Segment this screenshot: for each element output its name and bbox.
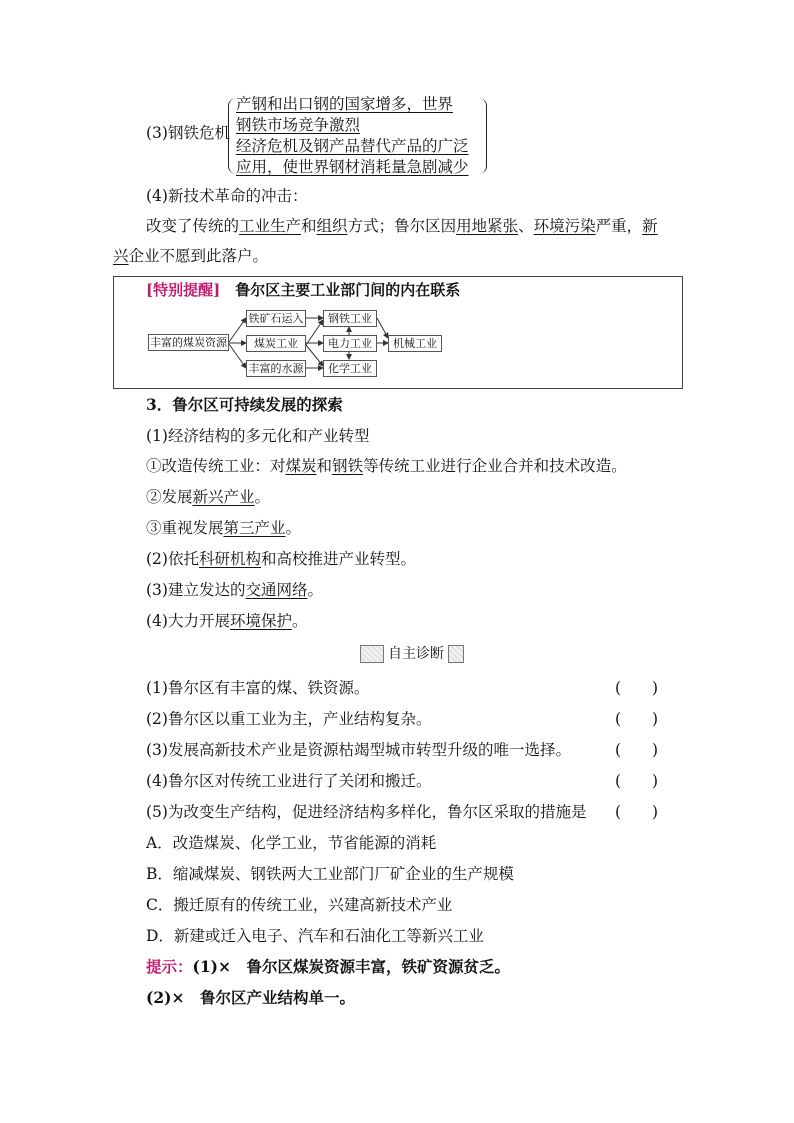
section3-line-7 [146,611,308,631]
tip-tag: [特别提醒] [146,281,221,299]
node-power-industry: 电力工业 [323,335,377,352]
text-span: ②发展 [146,488,193,506]
option-a: A．改造煤炭、化学工业，节省能源的消耗 [146,834,437,852]
tip-heading: 鲁尔区主要工业部门间的内在联系 [235,281,461,299]
text-span: 。 [307,581,323,599]
section3-line-2 [146,456,627,476]
diagnosis-item-5: (5)为改变生产结构，促进经济结构多样化，鲁尔区采取的措施是 [146,803,587,821]
underlined-term: 新兴产业 [192,488,255,506]
diagnosis-badge [360,645,464,663]
underlined-term: 第三产业 [223,519,286,537]
section3-line-6 [146,580,323,600]
underlined-term: 环境保护 [229,612,292,630]
text-span: ③重视发展 [146,519,224,537]
crisis-line-4: 应用，使世界钢材消耗量急剧减少 [236,158,469,176]
text-span: 严重， [595,217,643,235]
crisis-line-3: 经济危机及钢产品替代产品的广泛 [236,137,469,155]
hint-line-2: (2)× 鲁尔区产业结构单一。 [146,988,355,1007]
tip-title [146,280,460,300]
crisis-line-1: 产钢和出口钢的国家增多，世界 [236,95,454,113]
text-span: 和 [316,457,333,475]
text-span: 、 [518,217,534,235]
underlined-term: 工业生产 [239,217,302,235]
answer-paren-5: ( ) [615,803,659,821]
crisis-line-2: 钢铁市场竞争激烈 [236,116,361,134]
option-c: C．搬迁原有的传统工业，兴建高新技术产业 [146,896,453,914]
answer-paren-1: ( ) [615,679,659,697]
diagnosis-item-3: (3)发展高新技术产业是资源枯竭型城市转型升级的唯一选择。 [146,741,571,759]
text-span: 等传统工业进行企业合并和技术改造。 [363,457,627,475]
diagnosis-badge-label: 自主诊断 [383,645,449,663]
node-chemical-industry: 化学工业 [323,360,377,377]
underlined-term: 用地紧张 [456,217,519,235]
text-span: ①改造传统工业：对 [146,457,286,475]
node-machinery-industry: 机械工业 [388,335,442,352]
hint-line-1 [146,957,510,977]
text-span: 。 [291,612,308,630]
text-span: 企业不愿到此落户。 [128,247,269,265]
tech-paragraph-line-2 [113,246,268,266]
section3-line-1: (1)经济结构的多元化和产业转型 [146,427,370,445]
text-span: 和高校推进产业转型。 [260,550,416,568]
underlined-term: 钢铁 [332,457,364,475]
node-steel-industry: 钢铁工业 [323,310,377,327]
tech-heading: (4)新技术革命的冲击： [146,187,308,205]
text-span: (2)依托 [146,550,199,568]
option-d: D．新建或迁入电子、汽车和石油化工等新兴工业 [146,927,484,945]
diagnosis-item-1: (1)鲁尔区有丰富的煤、铁资源。 [146,679,370,697]
text-span: (3)建立发达的 [146,581,246,599]
section3-line-5 [146,549,416,569]
node-water-source: 丰富的水源 [246,360,306,377]
text-span: 方式；鲁尔区因 [347,217,457,235]
text-span: (4)大力开展 [146,612,230,630]
node-iron-ore: 铁矿石运入 [246,310,306,327]
section3-heading: 3．鲁尔区可持续发展的探索 [146,395,343,414]
section3-line-3 [146,487,270,507]
answer-paren-2: ( ) [615,710,659,728]
underlined-term: 交通网络 [245,581,308,599]
tech-paragraph-line-1 [146,216,658,236]
crisis-label: (3)钢铁危机 [146,124,230,142]
diagnosis-item-2: (2)鲁尔区以重工业为主，产业结构复杂。 [146,710,432,728]
answer-paren-4: ( ) [615,772,659,790]
text-span: 和 [301,217,317,235]
section3-line-4 [146,518,301,538]
answer-paren-3: ( ) [615,741,659,759]
underlined-term: 兴 [113,247,129,265]
underlined-term: 科研机构 [198,550,261,568]
crisis-lines [236,94,469,178]
underlined-term: 环境污染 [533,217,596,235]
underlined-term: 新 [642,217,658,235]
right-brace [478,98,487,174]
diagnosis-item-4: (4)鲁尔区对传统工业进行了关闭和搬迁。 [146,772,432,790]
hint-label: 提示： [146,957,193,976]
text-span: 改变了传统的 [146,217,240,235]
text-span: 。 [285,519,302,537]
underlined-term: 煤炭 [285,457,317,475]
text-span: 。 [254,488,271,506]
node-coal-resources: 丰富的煤炭资源 [150,336,227,349]
node-coal-industry: 煤炭工业 [246,335,306,352]
option-b: B．缩减煤炭、钢铁两大工业部门厂矿企业的生产规模 [146,865,514,883]
hint-text-1: (1)× 鲁尔区煤炭资源丰富，铁矿资源贫乏。 [192,957,510,976]
underlined-term: 组织 [316,217,348,235]
